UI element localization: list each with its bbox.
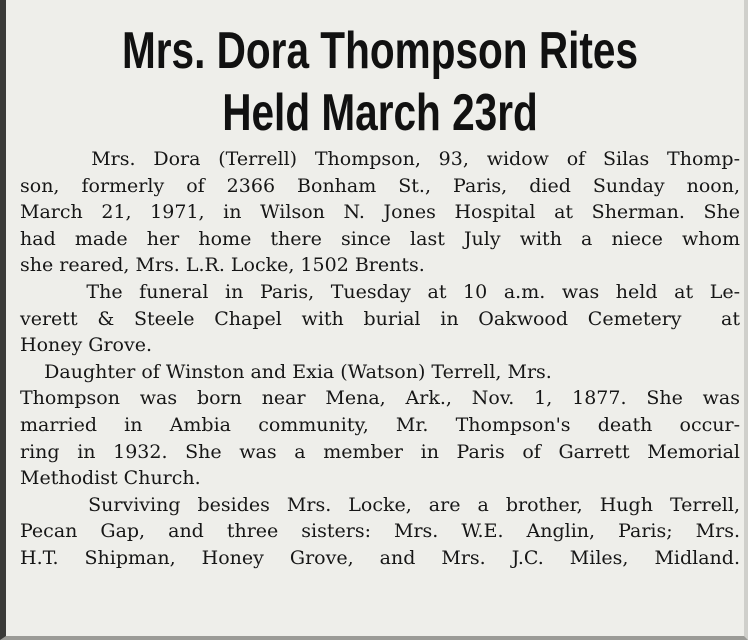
- article-line: Honey Grove.: [20, 334, 152, 357]
- article-line: Daughter of Winston and Exia (Watson) Terrell, Mrs.: [20, 360, 552, 383]
- article-line: Thompson was born near Mena, Ark., Nov. 1, 1877. She was: [20, 387, 740, 410]
- headline-line-1: Mrs. Dora Thompson Rites: [121, 22, 639, 80]
- article-line: had made her home there since last July with a niece whom: [20, 227, 740, 250]
- article-line: Surviving besides Mrs. Locke, are a brother, Hugh Terrell,: [20, 493, 740, 516]
- article-line: March 21, 1971, in Wilson N. Jones Hospital at Sherman. She: [20, 201, 740, 224]
- article-line: Pecan Gap, and three sisters: Mrs. W.E. Anglin, Paris; Mrs.: [20, 520, 740, 543]
- article-line: Mrs. Dora (Terrell) Thompson, 93, widow of Silas Thomp-: [20, 148, 740, 170]
- article-line: Methodist Church.: [20, 467, 201, 490]
- article-line: verett & Steele Chapel with burial in Oakwood Cemetery at: [20, 307, 740, 330]
- headline-line-2: Held March 23rd: [222, 84, 538, 142]
- article-line: married in Ambia community, Mr. Thompson's death occur-: [20, 413, 740, 436]
- article-line: she reared, Mrs. L.R. Locke, 1502 Brents.: [20, 254, 425, 277]
- article-line: ring in 1932. She was a member in Paris of Garrett Memorial: [20, 440, 740, 463]
- article-line: The funeral in Paris, Tuesday at 10 a.m. was held at Le-: [20, 280, 740, 303]
- article-line: H.T. Shipman, Honey Grove, and Mrs. J.C. Miles, Midland.: [20, 546, 740, 569]
- article-body: [20, 146, 740, 572]
- article-line: son, formerly of 2366 Bonham St., Paris, died Sunday noon,: [20, 174, 740, 197]
